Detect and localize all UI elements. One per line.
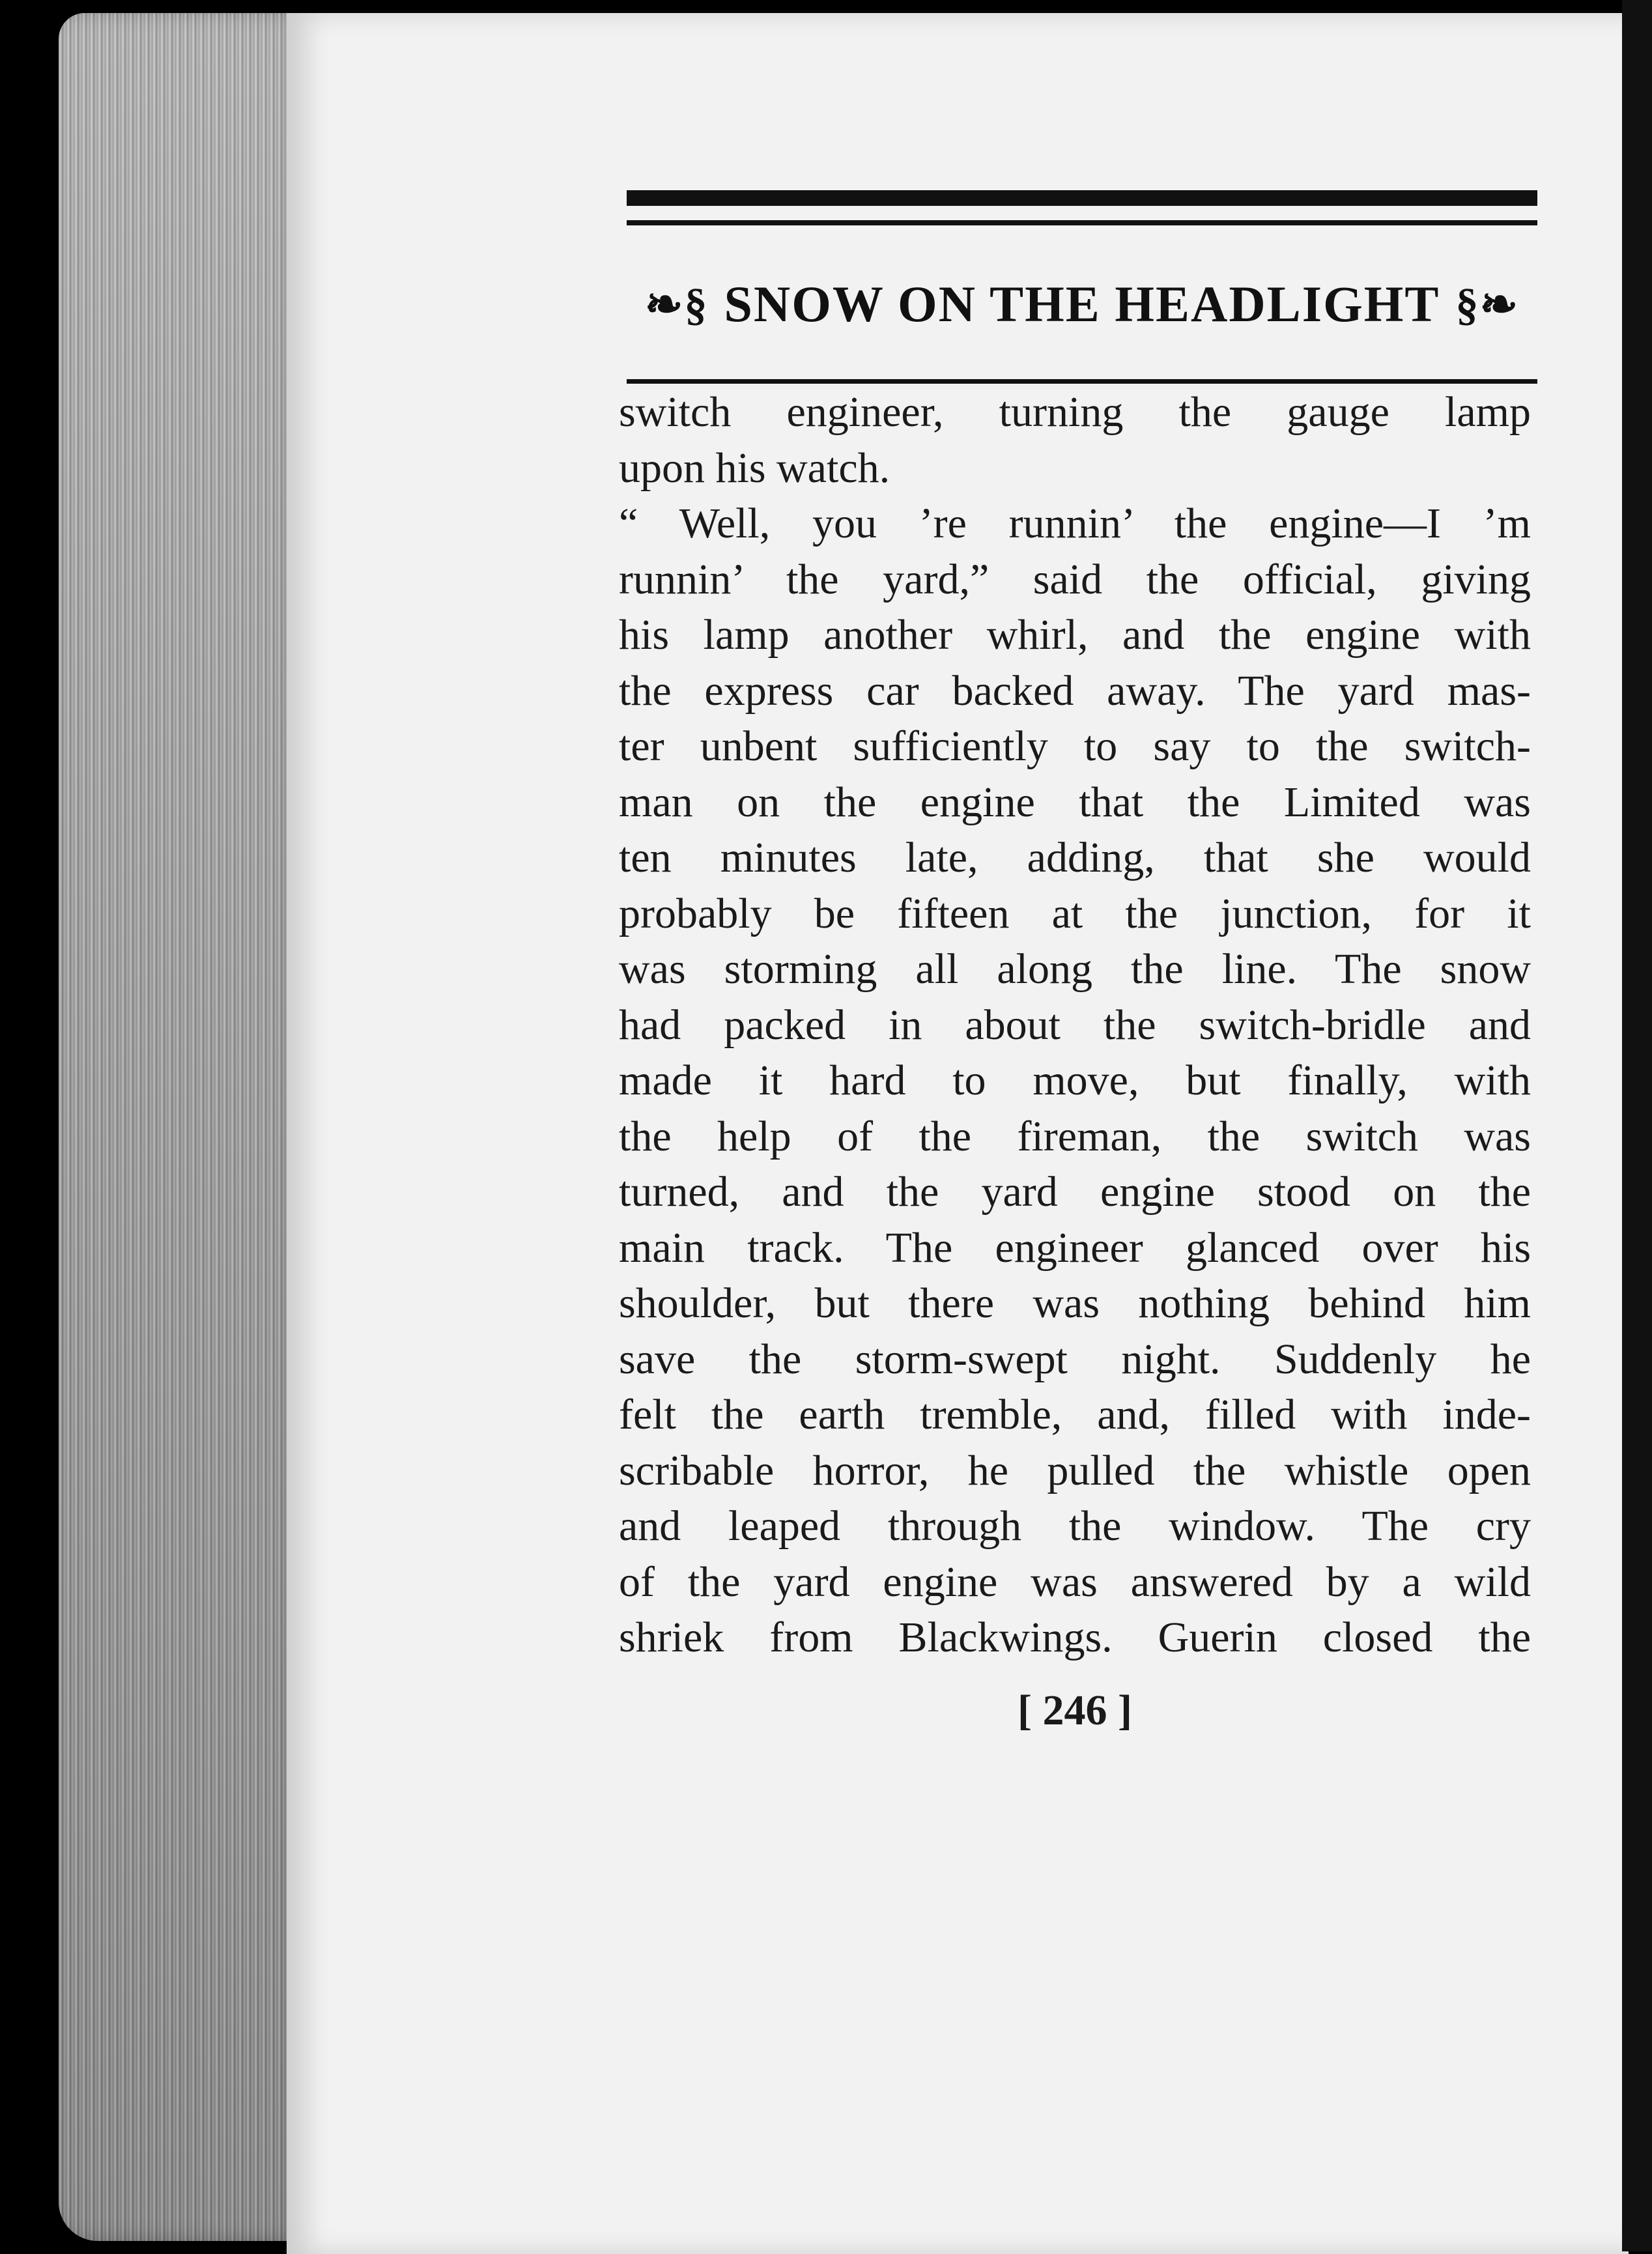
text-line: the express car backed away. The yard mas- — [619, 666, 1531, 715]
text-line: felt the earth tremble, and, filled with inde- — [619, 1391, 1531, 1438]
text-line: made it hard to move, but finally, with — [619, 1057, 1531, 1104]
text-line: his lamp another whirl, and the engine with — [619, 611, 1531, 659]
scan-border — [1622, 0, 1652, 2251]
text-line: man on the engine that the Limited was — [619, 778, 1531, 826]
running-head — [627, 262, 1537, 347]
body-text — [619, 384, 1531, 1666]
text-line: of the yard engine was answered by a wild — [619, 1558, 1531, 1606]
text-line: was storming all along the line. The snow — [619, 945, 1531, 993]
text-line: turned, and the yard engine stood on the — [619, 1168, 1531, 1216]
left-ornament-icon: ❧§ — [644, 279, 709, 330]
text-line: the help of the fireman, the switch was — [619, 1112, 1531, 1160]
text-line: “ Well, you ’re runnin’ the engine—I ’m — [619, 500, 1531, 547]
running-head-title: SNOW ON THE HEADLIGHT — [724, 276, 1440, 332]
text-line: shoulder, but there was nothing behind him — [619, 1279, 1531, 1327]
text-line: main track. The engineer glanced over his — [619, 1223, 1531, 1272]
text-line: ten minutes late, adding, that she would — [619, 834, 1531, 881]
text-line: runnin’ the yard,” said the official, giving — [619, 555, 1531, 603]
text-line: and leaped through the window. The cry — [619, 1502, 1531, 1550]
page-edges — [59, 13, 306, 2241]
text-line: save the storm-swept night. Suddenly he — [619, 1335, 1531, 1383]
text-line: probably be fifteen at the junction, for it — [619, 889, 1531, 937]
page-number: [ 246 ] — [1018, 1687, 1132, 1734]
right-ornament-icon: §❧ — [1455, 279, 1520, 330]
header-rule-bottom — [627, 379, 1537, 384]
text-line: ter unbent sufficiently to say to the switch- — [619, 722, 1531, 770]
text-line: upon his watch. — [619, 444, 890, 492]
text-line: shriek from Blackwings. Guerin closed the — [619, 1614, 1531, 1661]
text-line: switch engineer, turning the gauge lamp — [619, 388, 1531, 436]
text-line: scribable horror, he pulled the whistle open — [619, 1446, 1531, 1494]
header-rule-thick — [627, 190, 1537, 206]
text-line: had packed in about the switch-bridle and — [619, 1001, 1531, 1049]
header-rule-thin — [627, 220, 1537, 225]
